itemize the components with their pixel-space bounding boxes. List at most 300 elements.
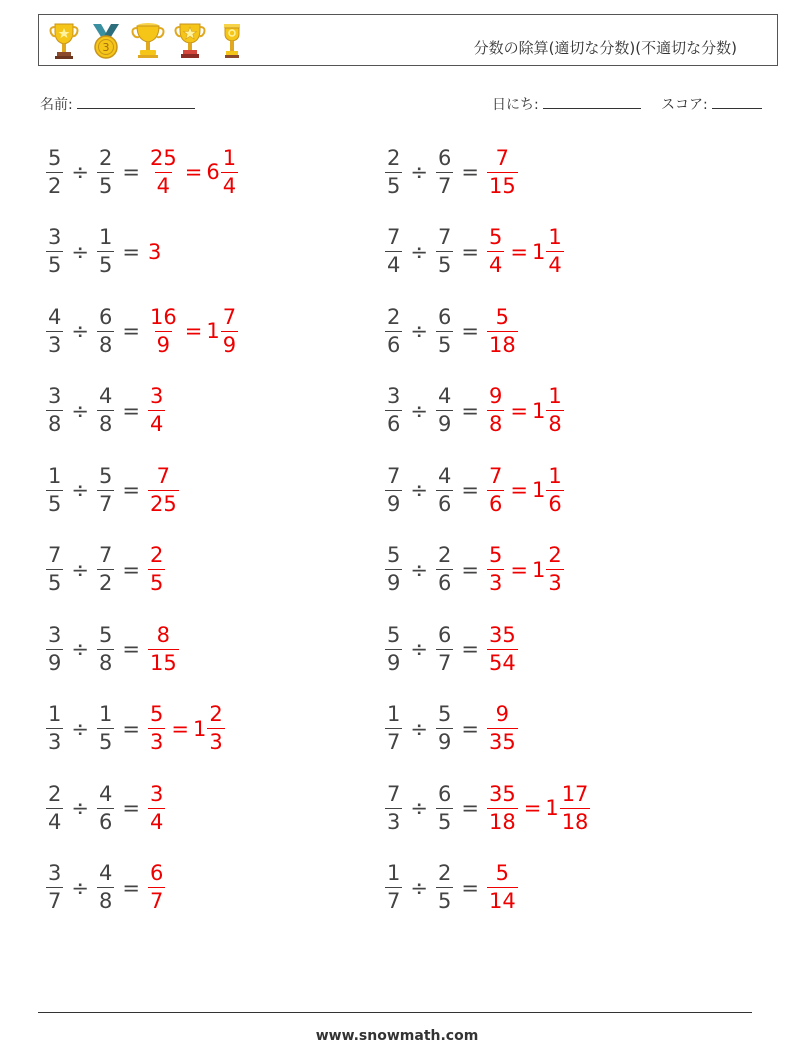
answer-fraction [148, 863, 165, 912]
answer-fraction-numerator: 9 [488, 384, 503, 408]
equals-sign: = [122, 637, 140, 661]
equals-sign: = [122, 319, 140, 343]
divide-sign: ÷ [71, 557, 89, 582]
mixed-fraction-numerator: 17 [561, 781, 589, 806]
answer-fraction-numerator: 5 [149, 702, 164, 726]
divisor-fraction-denominator: 6 [98, 809, 113, 834]
divisor-fraction-numerator: 5 [98, 622, 113, 647]
equals-sign: = [461, 398, 479, 423]
answer-fraction-denominator: 15 [149, 650, 177, 675]
mixed-whole: 1 [531, 557, 546, 582]
divisor-fraction-numerator: 4 [437, 463, 452, 488]
dividend-fraction-denominator: 7 [48, 889, 62, 913]
problem-row [385, 617, 518, 681]
answer-fraction-denominator: 14 [488, 889, 516, 913]
answer [148, 304, 238, 357]
answer-fraction [148, 781, 165, 834]
answer [487, 545, 564, 594]
dividend-fraction-denominator: 3 [48, 730, 62, 754]
dividend-fraction [385, 622, 402, 675]
svg-text:3: 3 [102, 41, 110, 54]
answer-fraction [487, 227, 504, 276]
answer-fraction-numerator: 25 [149, 145, 177, 170]
problem-row [46, 140, 238, 204]
medal-3-icon [89, 20, 123, 62]
mixed-equals-sign: = [510, 478, 528, 502]
problem-row [385, 299, 518, 363]
divisor-fraction-denominator: 5 [437, 332, 452, 357]
divisor-fraction-numerator: 2 [98, 145, 113, 170]
dividend-fraction-numerator: 3 [387, 384, 401, 408]
answer [487, 304, 518, 357]
equals-sign: = [461, 160, 479, 184]
dividend-fraction-denominator: 9 [387, 571, 401, 595]
divisor-fraction-numerator: 6 [437, 145, 452, 170]
equals-sign: = [461, 637, 479, 661]
problem-row [46, 538, 165, 602]
mixed-equals-sign: = [510, 398, 528, 423]
header-box [38, 14, 778, 66]
answer-fraction-denominator: 18 [488, 332, 516, 357]
dividend-fraction [46, 863, 63, 912]
divisor-fraction-numerator: 7 [437, 225, 452, 249]
answer-fraction [487, 863, 518, 912]
problem-row [46, 617, 179, 681]
dividend-fraction-denominator: 2 [48, 173, 62, 198]
divisor-fraction [436, 863, 453, 912]
answer-fraction-denominator: 4 [156, 173, 171, 198]
divisor-fraction [97, 145, 114, 198]
equals-sign: = [461, 875, 479, 900]
dividend-fraction-numerator: 3 [48, 861, 62, 885]
answer [487, 227, 564, 276]
equals-sign: = [461, 478, 479, 502]
answer-fraction-denominator: 4 [488, 253, 503, 277]
mixed-fraction-denominator: 8 [548, 412, 562, 436]
divisor-fraction-denominator: 5 [437, 809, 452, 834]
dividend-fraction-denominator: 7 [387, 730, 401, 754]
trophy-small-icon [215, 20, 249, 62]
divide-sign: ÷ [410, 796, 428, 820]
answer-fraction-numerator: 16 [149, 304, 177, 329]
divisor-fraction [436, 386, 453, 435]
dividend-fraction-numerator: 1 [387, 702, 401, 726]
divide-sign: ÷ [71, 160, 89, 184]
dividend-fraction-denominator: 9 [387, 650, 401, 675]
equals-sign: = [461, 796, 479, 820]
answer-fraction [148, 145, 179, 198]
mixed-fraction [546, 386, 563, 435]
divisor-fraction-numerator: 6 [98, 304, 113, 329]
answer-fraction [487, 145, 518, 198]
dividend-fraction [46, 304, 63, 357]
dividend-fraction [385, 781, 402, 834]
name-blank[interactable] [77, 94, 195, 109]
answer-fraction-denominator: 8 [488, 412, 503, 436]
divisor-fraction-denominator: 5 [437, 253, 452, 277]
dividend-fraction-denominator: 6 [387, 412, 401, 436]
dividend-fraction-numerator: 2 [387, 145, 401, 170]
dividend-fraction-numerator: 4 [48, 304, 62, 329]
answer-fraction-numerator: 8 [156, 622, 171, 647]
divisor-fraction [97, 463, 114, 516]
answer [487, 622, 518, 675]
divide-sign: ÷ [410, 239, 428, 264]
answer-whole: 3 [147, 239, 162, 264]
divisor-fraction-numerator: 4 [98, 781, 113, 806]
divide-sign: ÷ [71, 637, 89, 661]
answer-fraction-numerator: 5 [488, 225, 503, 249]
problem-row [385, 140, 518, 204]
divisor-fraction [436, 622, 453, 675]
answer-fraction-numerator: 7 [488, 463, 503, 488]
mixed-fraction-denominator: 18 [561, 809, 589, 834]
dividend-fraction [46, 463, 63, 516]
dividend-fraction-numerator: 3 [48, 622, 62, 647]
divide-sign: ÷ [410, 398, 428, 423]
dividend-fraction-numerator: 7 [387, 781, 401, 806]
answer-fraction-numerator: 2 [149, 543, 164, 567]
answer-fraction [487, 704, 518, 753]
trophy-cup-icon [131, 20, 165, 62]
dividend-fraction-numerator: 2 [387, 304, 401, 329]
answer-fraction-denominator: 5 [149, 571, 164, 595]
dividend-fraction [46, 622, 63, 675]
divide-sign: ÷ [71, 239, 89, 264]
dividend-fraction-numerator: 1 [48, 463, 62, 488]
divisor-fraction [97, 304, 114, 357]
answer-fraction-denominator: 54 [488, 650, 516, 675]
divisor-fraction [97, 386, 114, 435]
answer-fraction-numerator: 7 [495, 145, 510, 170]
answer-fraction [487, 781, 518, 834]
equals-sign: = [122, 398, 140, 423]
divisor-fraction [436, 704, 453, 753]
equals-sign: = [461, 557, 479, 582]
dividend-fraction-denominator: 9 [387, 491, 401, 516]
answer [148, 622, 179, 675]
divide-sign: ÷ [410, 637, 428, 661]
divisor-fraction [97, 863, 114, 912]
divisor-fraction-numerator: 4 [437, 384, 452, 408]
problem-row [46, 220, 161, 284]
score-field [661, 94, 762, 114]
mixed-equals-sign: = [510, 239, 528, 264]
divisor-fraction [97, 704, 114, 753]
answer-fraction-numerator: 5 [495, 304, 510, 329]
mixed-fraction [546, 463, 563, 516]
divisor-fraction-denominator: 7 [437, 650, 452, 675]
answer [487, 463, 564, 516]
dividend-fraction-denominator: 5 [48, 571, 62, 595]
dividend-fraction [385, 304, 402, 357]
mixed-fraction-denominator: 4 [222, 173, 237, 198]
divide-sign: ÷ [410, 478, 428, 502]
divisor-fraction-numerator: 6 [437, 304, 452, 329]
answer [487, 863, 518, 912]
divisor-fraction [436, 545, 453, 594]
answer-fraction-numerator: 5 [495, 861, 510, 885]
equals-sign: = [461, 716, 479, 741]
dividend-fraction-denominator: 8 [48, 412, 62, 436]
equals-sign: = [461, 319, 479, 343]
dividend-fraction-denominator: 5 [48, 491, 62, 516]
mixed-fraction-denominator: 6 [548, 491, 562, 516]
equals-sign: = [122, 557, 140, 582]
answer-fraction-denominator: 9 [156, 332, 171, 357]
dividend-fraction-numerator: 7 [48, 543, 62, 567]
dividend-fraction-denominator: 3 [48, 332, 62, 357]
mixed-fraction-numerator: 2 [209, 702, 223, 726]
mixed-fraction [207, 704, 224, 753]
divisor-fraction [97, 545, 114, 594]
divide-sign: ÷ [410, 319, 428, 343]
trophy-star-icon [47, 20, 81, 62]
problem-row [385, 697, 518, 761]
answer [487, 704, 518, 753]
mixed-whole: 1 [545, 796, 559, 820]
dividend-fraction [385, 463, 402, 516]
problem-row [385, 856, 518, 920]
answer-fraction [148, 545, 165, 594]
dividend-fraction [46, 704, 63, 753]
dividend-fraction [46, 386, 63, 435]
answer-fraction-numerator: 9 [495, 702, 510, 726]
answer-fraction-numerator: 35 [488, 781, 516, 806]
divisor-fraction-denominator: 8 [98, 332, 113, 357]
divisor-fraction [97, 227, 114, 276]
divisor-fraction-numerator: 2 [437, 543, 452, 567]
mixed-equals-sign: = [184, 319, 203, 343]
divide-sign: ÷ [410, 716, 428, 741]
mixed-equals-sign: = [523, 796, 542, 820]
mixed-fraction-numerator: 1 [222, 145, 237, 170]
problem-row [46, 856, 165, 920]
mixed-fraction-numerator: 1 [548, 463, 562, 488]
date-blank[interactable] [543, 94, 641, 109]
divisor-fraction-denominator: 7 [437, 173, 452, 198]
divisor-fraction-denominator: 5 [98, 730, 113, 754]
divisor-fraction-numerator: 6 [437, 622, 452, 647]
date-field [492, 94, 641, 114]
dividend-fraction-denominator: 4 [387, 253, 401, 277]
divisor-fraction-numerator: 7 [98, 543, 113, 567]
problem-row [46, 379, 165, 443]
score-label: スコア: [661, 97, 708, 113]
dividend-fraction-denominator: 7 [387, 889, 401, 913]
answer [487, 781, 590, 834]
dividend-fraction-numerator: 5 [387, 622, 401, 647]
problem-row [385, 776, 590, 840]
footer-url: www.snowmath.com [315, 1028, 479, 1044]
dividend-fraction-numerator: 1 [48, 702, 62, 726]
problem-row [385, 538, 564, 602]
mixed-whole: 1 [192, 716, 207, 741]
divisor-fraction-denominator: 6 [437, 571, 452, 595]
divisor-fraction-denominator: 5 [98, 173, 113, 198]
problem-row [385, 379, 564, 443]
dividend-fraction-numerator: 7 [387, 463, 401, 488]
dividend-fraction-numerator: 3 [48, 225, 62, 249]
mixed-equals-sign: = [510, 557, 528, 582]
mixed-fraction [546, 227, 563, 276]
equals-sign: = [122, 239, 140, 264]
mixed-fraction [560, 781, 591, 834]
answer-fraction-denominator: 18 [488, 809, 516, 834]
answer [148, 545, 165, 594]
dividend-fraction-numerator: 5 [387, 543, 401, 567]
dividend-fraction [385, 704, 402, 753]
divide-sign: ÷ [71, 796, 89, 820]
mixed-fraction-numerator: 1 [548, 384, 562, 408]
dividend-fraction [46, 145, 63, 198]
dividend-fraction-denominator: 9 [48, 650, 62, 675]
dividend-fraction [385, 545, 402, 594]
divisor-fraction [97, 781, 114, 834]
mixed-fraction-numerator: 2 [548, 543, 562, 567]
dividend-fraction [385, 863, 402, 912]
divisor-fraction-denominator: 5 [98, 253, 113, 277]
mixed-equals-sign: = [184, 160, 203, 184]
dividend-fraction-numerator: 2 [48, 781, 62, 806]
answer-fraction-numerator: 6 [149, 861, 164, 885]
answer-fraction [148, 386, 165, 435]
mixed-fraction-denominator: 3 [548, 571, 562, 595]
answer-fraction-denominator: 7 [149, 889, 164, 913]
answer-fraction-denominator: 25 [149, 491, 177, 516]
answer [148, 386, 165, 435]
answer [148, 240, 161, 264]
divide-sign: ÷ [71, 875, 89, 900]
answer-fraction-denominator: 4 [149, 809, 164, 834]
mixed-whole: 1 [531, 478, 546, 502]
dividend-fraction-denominator: 5 [48, 253, 62, 277]
answer-fraction-denominator: 3 [488, 571, 503, 595]
answer [148, 145, 238, 198]
answer [487, 386, 564, 435]
divisor-fraction [436, 145, 453, 198]
dividend-fraction-numerator: 5 [48, 145, 62, 170]
problem-row [46, 776, 165, 840]
dividend-fraction [385, 386, 402, 435]
mixed-whole: 6 [206, 160, 220, 184]
answer [148, 781, 165, 834]
answer-fraction [487, 545, 504, 594]
divide-sign: ÷ [71, 319, 89, 343]
divide-sign: ÷ [71, 478, 89, 502]
divisor-fraction-numerator: 1 [98, 702, 113, 726]
divisor-fraction-denominator: 8 [98, 650, 113, 675]
dividend-fraction [385, 227, 402, 276]
dividend-fraction-denominator: 6 [387, 332, 401, 357]
equals-sign: = [122, 796, 140, 820]
divisor-fraction-numerator: 4 [98, 384, 113, 408]
equals-sign: = [122, 875, 140, 900]
dividend-fraction-numerator: 1 [387, 861, 401, 885]
mixed-fraction-numerator: 7 [222, 304, 237, 329]
divisor-fraction-numerator: 1 [98, 225, 113, 249]
answer-fraction-numerator: 3 [149, 384, 164, 408]
divide-sign: ÷ [71, 716, 89, 741]
mixed-fraction [221, 145, 238, 198]
divisor-fraction-numerator: 5 [437, 702, 452, 726]
answer-fraction-numerator: 5 [488, 543, 503, 567]
divisor-fraction-numerator: 2 [437, 861, 452, 885]
divide-sign: ÷ [410, 875, 428, 900]
mixed-equals-sign: = [171, 716, 189, 741]
problem-row [46, 697, 225, 761]
answer-fraction-numerator: 35 [488, 622, 516, 647]
divide-sign: ÷ [410, 160, 428, 184]
mixed-fraction-denominator: 9 [222, 332, 237, 357]
divisor-fraction-denominator: 5 [437, 889, 452, 913]
divisor-fraction [97, 622, 114, 675]
dividend-fraction-numerator: 7 [387, 225, 401, 249]
problem-row [385, 220, 564, 284]
dividend-fraction-numerator: 3 [48, 384, 62, 408]
answer [148, 863, 165, 912]
divisor-fraction-denominator: 6 [437, 491, 452, 516]
mixed-fraction-denominator: 4 [548, 253, 562, 277]
divisor-fraction [436, 781, 453, 834]
worksheet-title: 分数の除算(適切な分数)(不適切な分数) [473, 39, 737, 57]
divisor-fraction [436, 304, 453, 357]
answer-fraction [148, 304, 179, 357]
mixed-whole: 1 [206, 319, 220, 343]
problem-row [385, 458, 564, 522]
answer-fraction-denominator: 3 [149, 730, 164, 754]
mixed-fraction-denominator: 3 [209, 730, 223, 754]
divisor-fraction-denominator: 7 [98, 491, 113, 516]
answer-fraction-numerator: 3 [149, 781, 164, 806]
mixed-fraction-numerator: 1 [548, 225, 562, 249]
trophy-row [47, 20, 249, 62]
answer [148, 463, 179, 516]
problem-row [46, 458, 179, 522]
score-blank[interactable] [712, 94, 762, 109]
answer-fraction-denominator: 6 [488, 491, 503, 516]
answer-fraction [487, 386, 504, 435]
name-label: 名前: [40, 97, 73, 113]
date-label: 日にち: [492, 97, 539, 113]
divisor-fraction-numerator: 4 [98, 861, 113, 885]
mixed-fraction [546, 545, 563, 594]
divisor-fraction-denominator: 9 [437, 412, 452, 436]
dividend-fraction-denominator: 3 [387, 809, 401, 834]
dividend-fraction-denominator: 4 [48, 809, 62, 834]
answer-fraction [487, 463, 504, 516]
footer-divider [38, 1012, 752, 1013]
answer-fraction-denominator: 35 [488, 730, 516, 754]
equals-sign: = [122, 478, 140, 502]
divisor-fraction-numerator: 5 [98, 463, 113, 488]
trophy-star-2-icon [173, 20, 207, 62]
answer-fraction-denominator: 15 [488, 173, 516, 198]
answer-fraction [148, 704, 165, 753]
answer-fraction [148, 463, 179, 516]
divisor-fraction [436, 227, 453, 276]
mixed-whole: 1 [531, 398, 546, 423]
divide-sign: ÷ [410, 557, 428, 582]
divisor-fraction-numerator: 6 [437, 781, 452, 806]
answer-fraction [487, 304, 518, 357]
equals-sign: = [122, 160, 140, 184]
answer-fraction-denominator: 4 [149, 412, 164, 436]
dividend-fraction [46, 545, 63, 594]
divisor-fraction-denominator: 2 [98, 571, 113, 595]
answer [148, 704, 225, 753]
problem-row [46, 299, 238, 363]
